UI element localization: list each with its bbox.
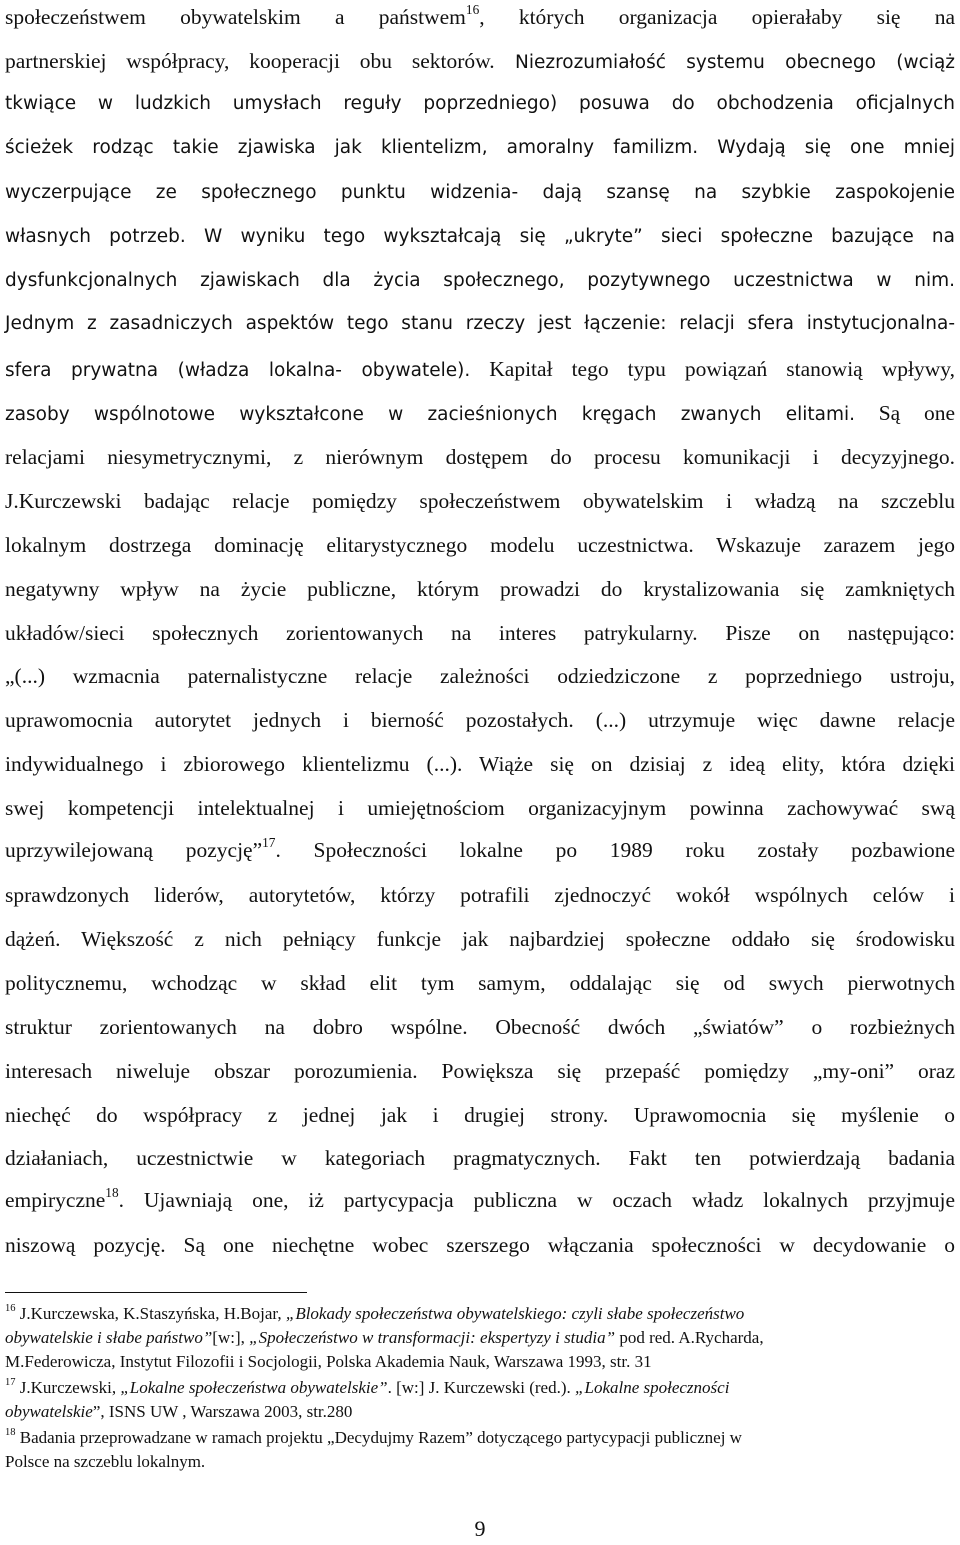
body-line-29: niszową pozycję. Są one niechętne wobec szerszego włączania społeczności w decydowanie o: [5, 1233, 955, 1257]
page-number: 9: [474, 1516, 486, 1541]
body-line-21: sprawdzonych liderów, autorytetów, którzy potrafili zjednoczyć wokół wspólnych celów i: [5, 883, 955, 907]
body-line-22: dążeń. Większość z nich pełniący funkcje jak najbardziej społeczne oddało się środowisku: [5, 927, 955, 951]
body-line-5: wyczerpujące ze społecznego punktu widzenia- dają szansę na szybkie zaspokojenie: [5, 182, 955, 203]
body-line-8: Jednym z zasadniczych aspektów tego stanu rzeczy jest łączenie: relacji sfera instytucjonalna-: [5, 313, 955, 334]
body-line-25: interesach niweluje obszar porozumienia. Powiększa się przepaść pomiędzy „my-oni” oraz: [5, 1059, 955, 1083]
footnote-ref-16[interactable]: 16: [465, 2, 480, 18]
body-line-13: lokalnym dostrzega dominację elitarystycznego modelu uczestnictwa. Wskazuje zarazem jego: [5, 533, 955, 557]
body-line-16: „(...) wzmacnia paternalistyczne relacje zależności odziedziczone z poprzedniego ustroju,: [5, 664, 955, 688]
body-line-18: indywidualnego i zbiorowego klientelizmu (...). Wiąże się on dzisiaj z ideą elity, która dzięki: [5, 752, 955, 776]
footnote-16-line-2: obywatelskie i słabe państwo”[w:], „Społeczeństwo w transformacji: ekspertyzy i studia” pod red. A.Rycharda,: [5, 1328, 764, 1347]
footnote-16-line-3: M.Federowicza, Instytut Filozofii i Socjologii, Polska Akademia Nauk, Warszawa 1993, str. 31: [5, 1352, 652, 1371]
footnote-18-line-2: Polsce na szczeblu lokalnym.: [5, 1452, 206, 1471]
body-line-28: empiryczne$^{18}$. Ujawniają one, iż partycypacja publiczna w oczach władz lokalnych przyjmuje: [5, 1185, 955, 1212]
footnote-17-line-1: $^{17}$ J.Kurczewski, „Lokalne społeczeństwa obywatelskie”. [w:] J. Kurczewski (red.). „Lokalne społeczności: [5, 1377, 730, 1397]
footnote-ref-18[interactable]: 18: [105, 1185, 119, 1201]
body-line-17: uprawomocnia autorytet jednych i bierność pozostałych. (...) utrzymuje więc dawne relacje: [5, 708, 955, 732]
body-line-11: relacjami niesymetrycznymi, z nierównym dostępem do procesu komunikacji i decyzyjnego.: [5, 445, 955, 469]
footnote-separator: [5, 1292, 307, 1293]
body-line-19: swej kompetencji intelektualnej i umiejętnościom organizacyjnym powinna zachowywać swą: [5, 796, 955, 820]
body-line-3: tkwiące w ludzkich umysłach reguły poprzedniego) posuwa do obchodzenia oficjalnych: [5, 93, 955, 114]
footnote-ref-17[interactable]: 17: [262, 835, 276, 851]
body-line-6: własnych potrzeb. W wyniku tego wykształcają się „ukryte” sieci społeczne bazujące na: [5, 226, 955, 247]
body-line-9: sfera prywatna (władza lokalna- obywatele). Kapitał tego typu powiązań stanowią wpływy,: [5, 357, 955, 381]
body-line-4: ścieżek rodząc takie zjawiska jak klientelizm, amoralny familizm. Wydają się one mniej: [5, 137, 955, 158]
footnote-18-line-1: $^{18}$ Badania przeprowadzane w ramach projektu „Decydujmy Razem” dotyczącego partycypacji publicznej w: [5, 1427, 742, 1447]
footnote-16-line-1: $^{16}$ J.Kurczewska, K.Staszyńska, H.Bojar, „Blokady społeczeństwa obywatelskiego: czyli słabe społeczeństwo: [5, 1303, 745, 1323]
body-line-10: zasoby wspólnotowe wykształcone w zacieśnionych kręgach zwanych elitami. Są one: [5, 401, 955, 425]
body-line-12: J.Kurczewski badając relacje pomiędzy społeczeństwem obywatelskim i władzą na szczeblu: [5, 489, 955, 513]
body-line-20: uprzywilejowaną pozycję”$^{17}$. Społeczności lokalne po 1989 roku zostały pozbawione: [5, 835, 955, 862]
body-line-26: niechęć do współpracy z jednej jak i drugiej strony. Uprawomocnia się myślenie o: [5, 1103, 955, 1127]
body-line-7: dysfunkcjonalnych zjawiskach dla życia społecznego, pozytywnego uczestnictwa w nim.: [5, 270, 955, 291]
body-line-27: działaniach, uczestnictwie w kategoriach pragmatycznych. Fakt ten potwierdzają badania: [5, 1146, 955, 1170]
footnote-17-line-2: obywatelskie”, ISNS UW , Warszawa 2003, str.280: [5, 1402, 353, 1421]
body-line-15: układów/sieci społecznych zorientowanych na interes patrykularny. Pisze on następująco:: [5, 621, 955, 645]
body-line-24: struktur zorientowanych na dobro wspólne. Obecność dwóch „światów” o rozbieżnych: [5, 1015, 955, 1039]
body-line-1: społeczeństwem obywatelskim a państwem$^{16}$, których organizacja opierałaby się na: [5, 2, 955, 29]
body-line-14: negatywny wpływ na życie publiczne, którym prowadzi do krystalizowania się zamkniętych: [5, 577, 955, 601]
body-line-2: partnerskiej współpracy, kooperacji obu sektorów. Niezrozumiałość systemu obecnego (wciąż: [5, 49, 956, 73]
body-line-23: politycznemu, wchodząc w skład elit tym samym, oddalając się od swych pierwotnych: [5, 971, 955, 995]
